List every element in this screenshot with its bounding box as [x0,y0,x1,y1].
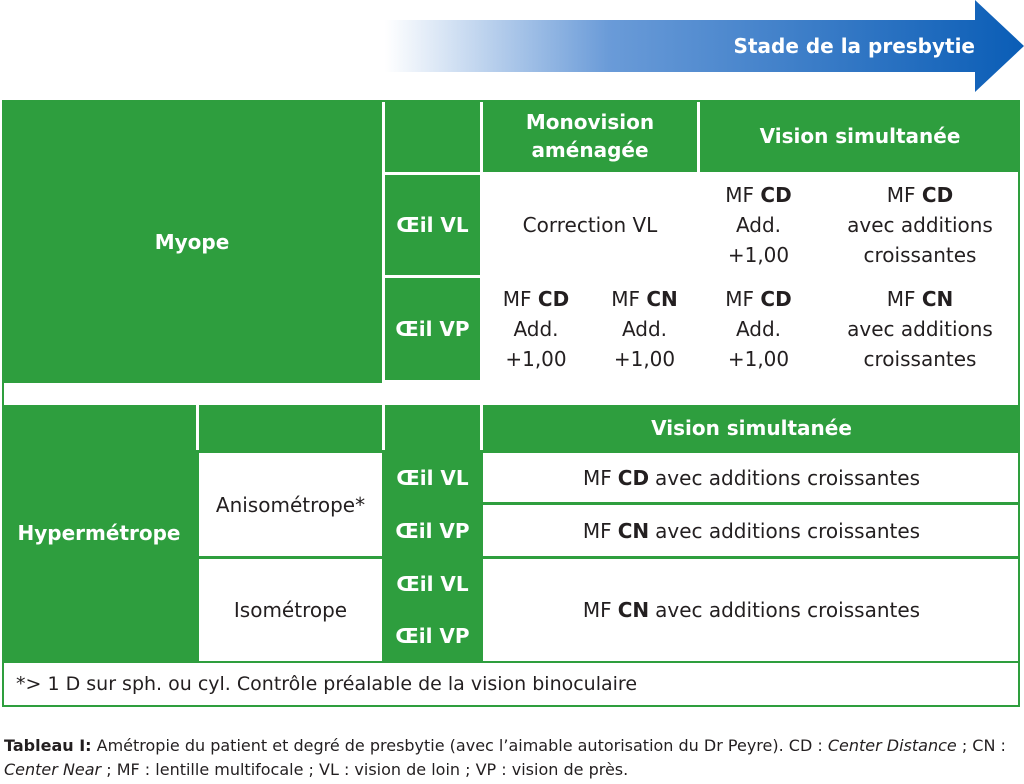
aniso-vp-value: MF CN avec additions croissantes [483,505,1020,556]
aniso-oeil-vp [385,505,480,556]
myope-head-monovision [483,100,697,172]
footnote-text: *> 1 D sur sph. ou cyl. Contrôle préalable de la vision binoculaire [16,673,638,695]
caption-italic-2: Center Near [4,760,102,779]
oeil-vl-text: Œil VL [396,571,469,596]
myope-label-text: Myope [154,229,230,254]
myope-vl-monovision [483,175,697,275]
caption-text-2: ; CN : [956,736,1006,755]
cell-line-1: MF CN [886,287,954,311]
arrow-label [385,20,975,72]
cell-rest: Add. +1,00 [505,317,567,371]
head-monovision-text: Monovision aménagée [525,110,655,162]
myope-label [2,100,382,383]
caption-text-3: ; MF : lentille multifocale ; VL : vision de loin ; VP : vision de près. [101,760,629,779]
iso-vlvp-value: MF CN avec additions croissantes [483,559,1020,661]
oeil-vl-text: Œil VL [396,465,469,490]
table-caption [4,734,1022,782]
iso-oeil-vl [385,559,480,608]
oeil-vp-text: Œil VP [395,624,470,648]
myope-vp-mono-1 [483,278,589,380]
myope-vl-sim-2 [820,175,1020,275]
cell-line-1: MF CN [611,287,678,311]
cell-line-1: MF CD [886,183,954,207]
cell-rest: avec additions croissantes [847,213,993,267]
oeil-vl-text: Œil VL [396,213,469,237]
cell-rest: Add. +1,00 [613,317,676,371]
iso-label [199,559,382,661]
correction-vl-text: Correction VL [522,213,658,237]
aniso-oeil-vl [385,453,480,502]
aniso-label [199,453,382,556]
aniso-vl-value: MF CD avec additions croissantes [483,453,1020,502]
presbyopia-stage-arrow [385,0,1024,92]
cell-rest: Add. +1,00 [727,213,790,267]
hyper-empty-header-1 [199,405,382,450]
iso-label-text: Isométrope [233,598,348,622]
caption-italic-1: Center Distance [827,736,957,755]
cell-line-1: MF CD [502,287,570,311]
oeil-vp-text: Œil VP [395,317,470,341]
myope-head-vision-sim [700,100,1020,172]
cell-line-1: MF CD [725,183,792,207]
oeil-vp-text: Œil VP [395,518,470,543]
cell-rest: avec additions croissantes [847,317,993,371]
myope-vp-mono-2 [592,278,697,380]
myope-oeil-vp [385,278,480,380]
iso-oeil-vp [385,611,480,661]
cell-line-1: MF CD [725,287,792,311]
arrow-label-text: Stade de la presbytie [733,34,975,58]
caption-label: Tableau I: [4,736,92,755]
caption-text-1: Amétropie du patient et degré de presbytie (avec l’aimable autorisation du Dr Peyre). CD : [91,736,828,755]
hyper-label [2,405,196,661]
footnote-row [2,661,1020,707]
myope-vl-sim-1 [700,175,817,275]
hyper-empty-header-2 [385,405,480,450]
myope-vp-sim-1 [700,278,817,380]
myope-oeil-vl [385,175,480,275]
cell-rest: Add. +1,00 [727,317,790,371]
aniso-label-text: Anisométrope* [215,492,366,517]
section-separator [2,383,1020,405]
myope-vp-sim-2 [820,278,1020,380]
hyper-label-text: Hypermétrope [17,521,181,545]
hyper-head-vision-sim-text: Vision simultanée [651,415,852,440]
hyper-head-vision-sim [483,405,1020,450]
presbyopia-table [2,100,1020,707]
head-vision-sim-text: Vision simultanée [759,124,961,148]
myope-empty-header [385,100,480,172]
